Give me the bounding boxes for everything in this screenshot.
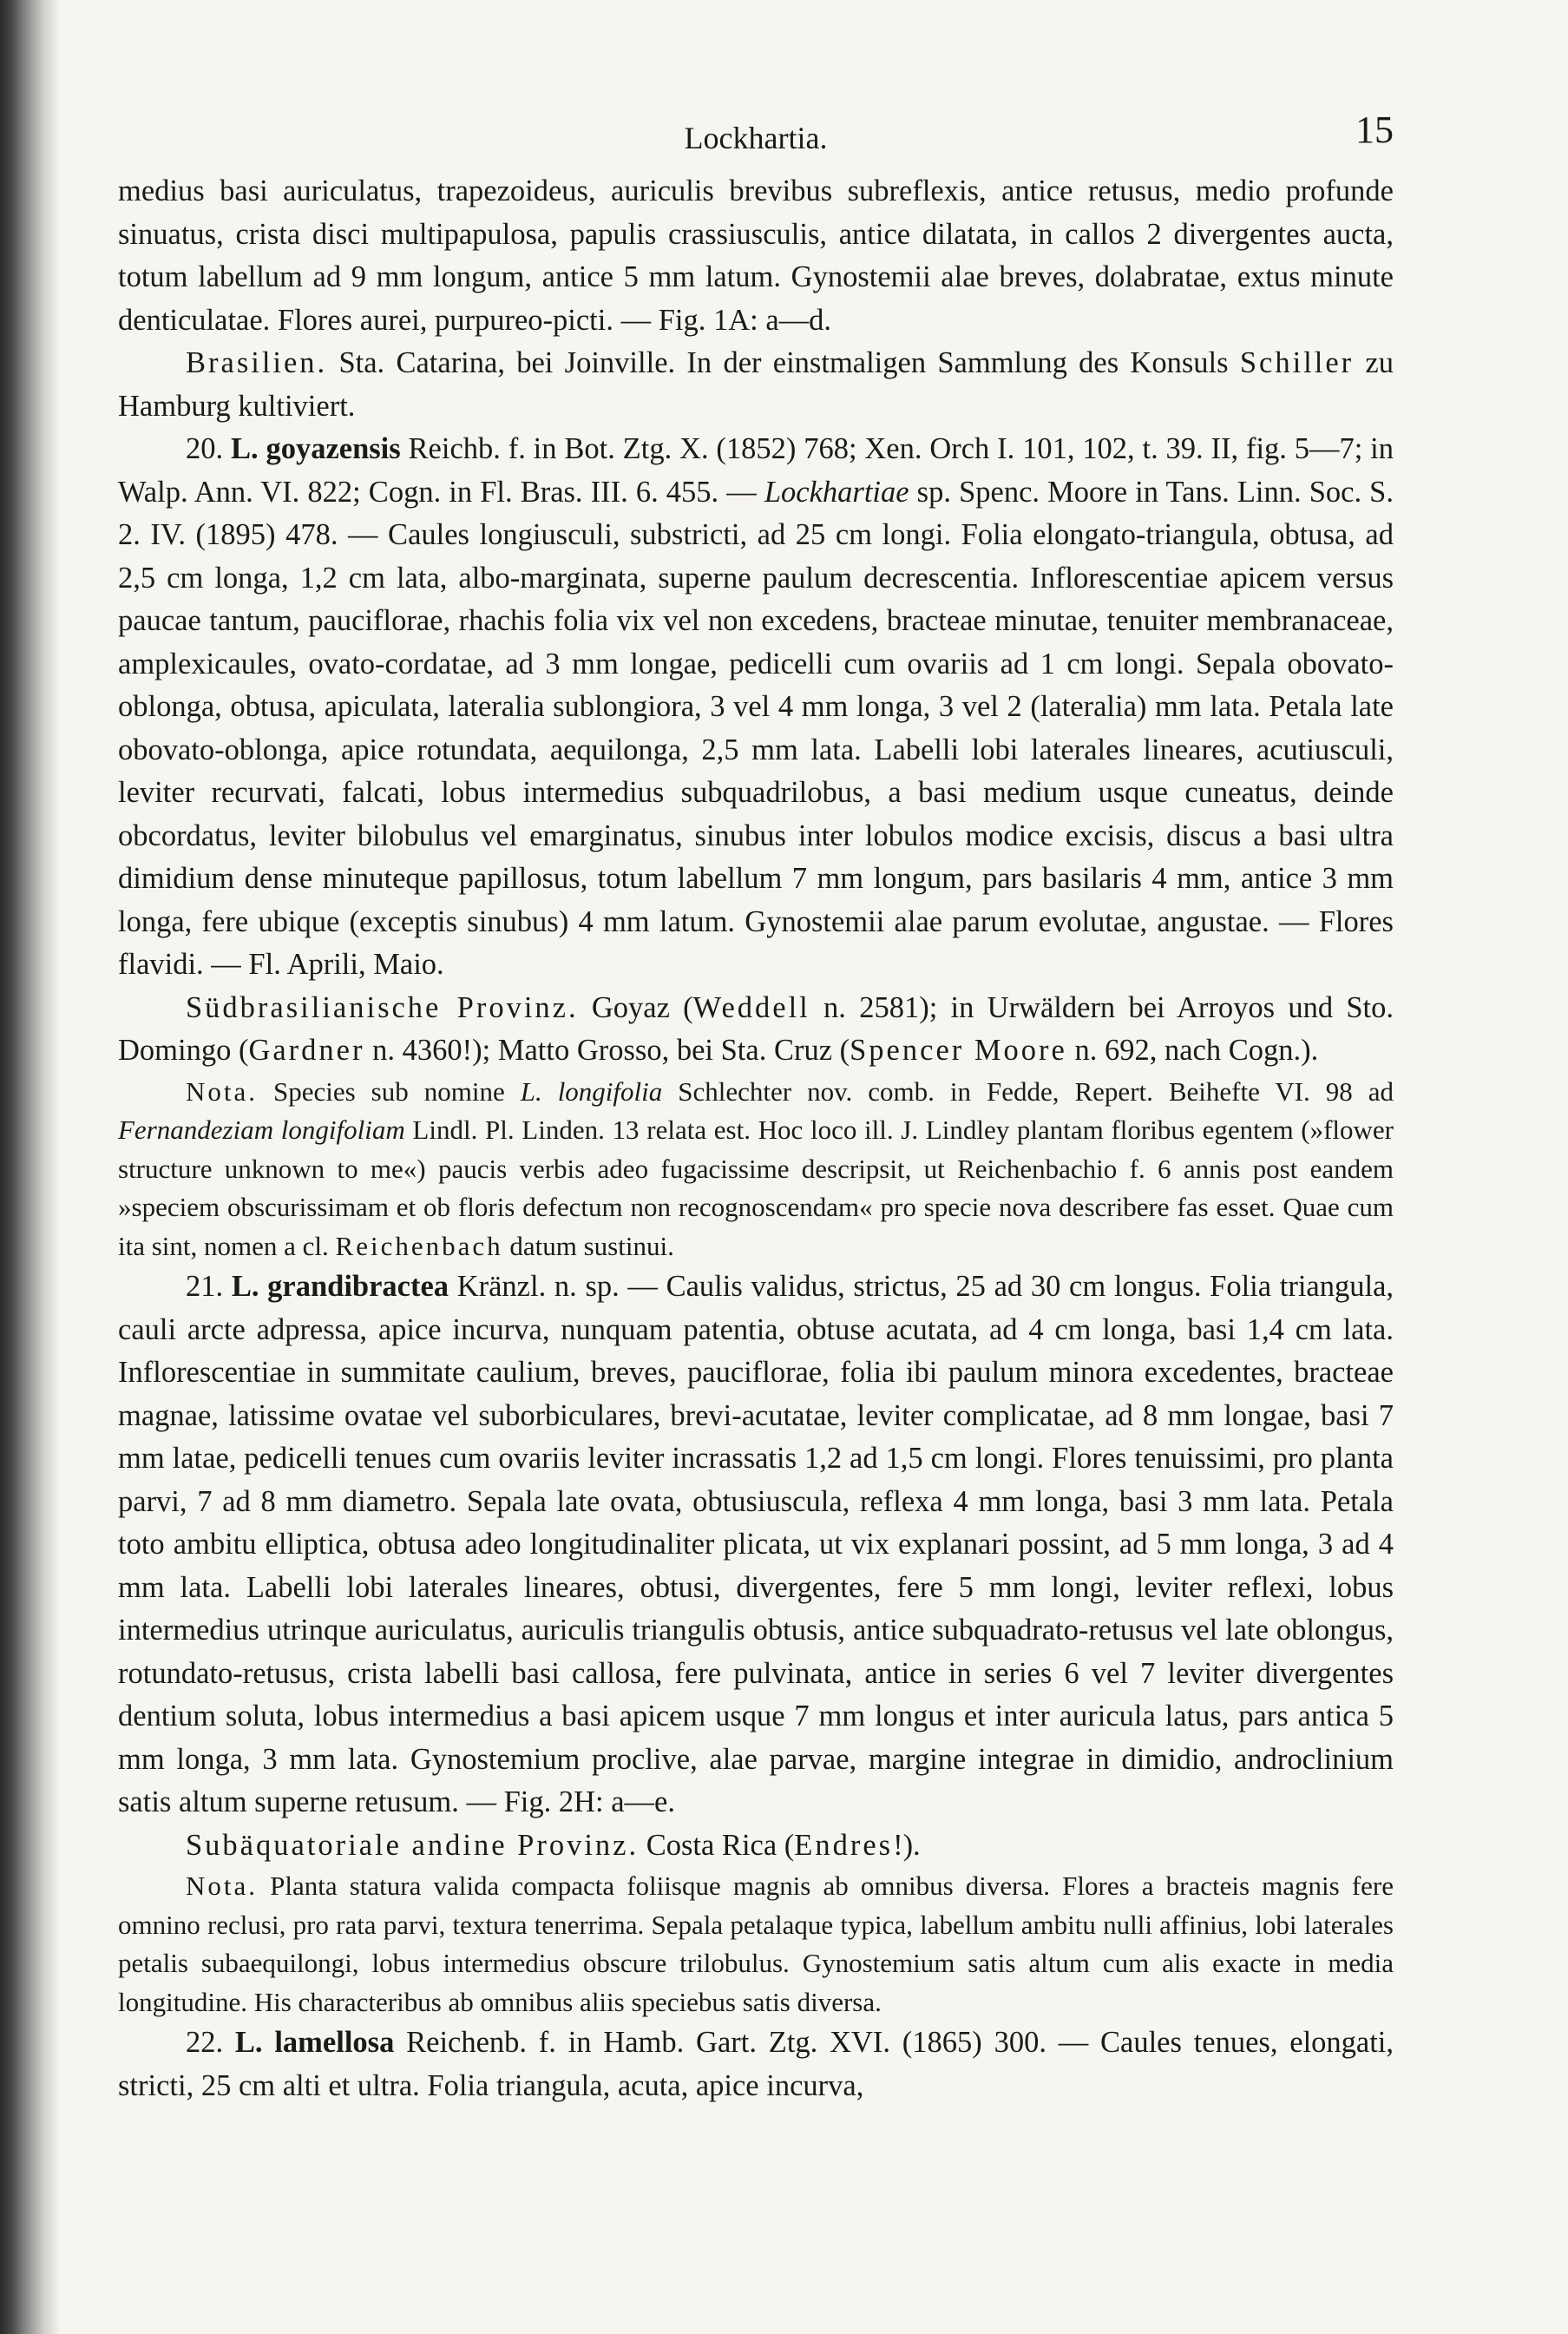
species-number: 22. bbox=[186, 2026, 224, 2059]
text-run: Schlechter nov. comb. in Fedde, Repert. Beihefte VI. 98 ad bbox=[662, 1075, 1394, 1107]
paragraph-description-continued bbox=[118, 170, 1394, 342]
note-label: Nota. bbox=[186, 1870, 259, 1901]
running-head bbox=[118, 102, 1394, 155]
note-20 bbox=[118, 1073, 1394, 1266]
body-text bbox=[118, 170, 1394, 2107]
text-run: n. 2581); in Urwäldern bei Arroyos und Sto. Domingo ( bbox=[118, 990, 1394, 1067]
species-number: 21. bbox=[186, 1270, 224, 1303]
species-name: L. lamellosa bbox=[234, 2026, 395, 2059]
text-run: datum sustinui. bbox=[502, 1230, 674, 1261]
paragraph-distribution-21 bbox=[118, 1824, 1394, 1868]
running-title: Lockhartia. bbox=[684, 121, 828, 155]
species-entry-22 bbox=[118, 2022, 1394, 2107]
region-name: Subäquatoriale andine Provinz. bbox=[186, 1828, 640, 1862]
text-run: Goyaz ( bbox=[578, 990, 693, 1024]
collector-name: Gardner bbox=[248, 1034, 365, 1067]
collector-name: Weddell bbox=[692, 990, 810, 1024]
text-run: Reichb. f. in Bot. Ztg. X. (1852) 768; Xen. Orch I. 101, 102, t. 39. II, fig. 5—7; in Walp. Ann. VI. 822; Cogn. in Fl. Bras. III. 6. 455. — bbox=[118, 432, 1394, 509]
synonym-name: Lockhartiae bbox=[764, 475, 909, 509]
text-run: Planta statura valida compacta foliisque magnis ab omnibus diversa. Flores a bracteis magnis fere omnino reclusi, pro rata parvi, textura tenerrima. Sepala petalaque typica, labellum ambitu nulli affinius, lobi laterales petalis subaequilongi, lobus intermedius obscure trilobulus. Gynostemium satis altum cum alis exacte in media longitudine. His characteribus ab omnibus aliis speciebus satis diversa. bbox=[118, 1870, 1394, 2017]
page bbox=[118, 102, 1394, 2324]
region-name: Südbrasilianische Provinz. bbox=[186, 990, 579, 1024]
taxon-name: Fernandeziam longifoliam bbox=[118, 1114, 405, 1145]
text-run: sp. Spenc. Moore in Tans. Linn. Soc. S. 2. IV. (1895) 478. — Caules longiusculi, substricti, ad 25 cm longi. Folia elongato-triangula, obtusa, ad 2,5 cm longa, 1,2 cm lata, albo-marginata, superne paulum decrescentia. Inflorescentiae apicem versus paucae tantum, pauciflorae, rhachis folia vix vel non excedens, bracteae minutae, tenuiter membranaceae, amplexicaules, ovato-cordatae, ad 3 mm longae, pedicelli cum ovariis ad 1 cm longi. Sepala obovato-oblonga, obtusa, apiculata, lateralia sublongiora, 3 vel 4 mm longa, 3 vel 2 (lateralia) mm lata. Petala late obovato-oblonga, apice rotundata, aequilonga, 2,5 mm lata. Labelli lobi laterales lineares, acutiusculi, leviter recurvati, falcati, lobus intermedius subquadrilobus, a basi medium usque cuneatus, deinde obcordatus, leviter bilobulus vel emarginatus, sinubus inter lobulos modice excisis, discus a basi ultra dimidium dense minuteque papillosus, totum labellum 7 mm longum, pars basilaris 4 mm, antice 3 mm longa, fere ubique (exceptis sinubus) 4 mm latum. Gynostemii alae parum evolutae, angustae. — Flores flavidi. — Fl. Aprili, Maio. bbox=[118, 475, 1394, 981]
book-spine-shadow bbox=[0, 0, 61, 2334]
note-label: Nota. bbox=[186, 1075, 259, 1107]
species-entry-21 bbox=[118, 1266, 1394, 1824]
text-run: Kränzl. n. sp. — Caulis validus, strictus, 25 ad 30 cm longus. Folia triangula, cauli arcte adpressa, apice incurva, nunquam patentia, obtuse acutata, ad 4 cm longa, basi 1,4 cm lata. Inflorescentiae in summitate caulium, breves, pauciflorae, folia ibi paulum minora excedentes, bracteae magnae, latissime ovatae vel suborbiculares, brevi-acutatae, leviter complicatae, ad 8 mm longae, basi 7 mm latae, pedicelli tenues cum ovariis leviter incrassatis 1,2 ad 1,5 cm longi. Flores tenuissimi, pro planta parvi, 7 ad 8 mm diametro. Sepala late ovata, obtusiuscula, reflexa 4 mm longa, basi 3 mm lata. Petala toto ambitu elliptica, obtusa adeo longitudinaliter plicata, ut vix explanari possint, ad 5 mm longa, 3 ad 4 mm lata. Labelli lobi laterales lineares, obtusi, divergentes, fere 5 mm longi, leviter reflexi, lobus intermedius utrinque auriculatus, auriculis triangulis obtusis, antice subquadrato-retusus vel late oblongus, rotundato-retusus, crista labelli basi callosa, fere pulvinata, antice in series 6 vel 7 leviter divergentes dentium soluta, lobus intermedius a basi apicem usque 7 mm longus et inter auricula latus, pars antica 5 mm longa, 3 mm lata. Gynostemium proclive, alae parvae, margine integrae in dimidio, androclinium satis altum superne retusum. — Fig. 2H: a—e. bbox=[118, 1270, 1394, 1818]
person-name: Schiller bbox=[1239, 346, 1355, 379]
page-number: 15 bbox=[1355, 108, 1394, 151]
paragraph-distribution-19 bbox=[118, 342, 1394, 428]
text-run: zu Hamburg kultiviert. bbox=[118, 346, 1394, 423]
species-entry-20 bbox=[118, 428, 1394, 987]
text-run: Reichenb. f. in Hamb. Gart. Ztg. XVI. (1865) 300. — Caules tenues, elongati, stricti, 25 cm alti et ultra. Folia triangula, acuta, apice incurva, bbox=[118, 2026, 1394, 2102]
text-run: Costa Rica ( bbox=[639, 1828, 795, 1862]
note-21 bbox=[118, 1867, 1394, 2022]
text-run: Lindl. Pl. Linden. 13 relata est. Hoc loco ill. J. Lindley plantam floribus egentem (»flower structure unknown to me«) paucis verbis adeo fugacissime descripsit, ut Reichenbachio f. 6 annis post eandem »speciem obscurissimam et ob floris defectum non recognoscendam« pro specie nova describere fas esset. Quae cum ita sint, nomen a cl. bbox=[118, 1114, 1394, 1261]
species-name: L. grandibractea bbox=[231, 1270, 449, 1303]
species-name: L. goyazensis bbox=[230, 432, 401, 465]
text-run: n. 692, nach Cogn.). bbox=[1066, 1034, 1319, 1067]
collector-name: Spencer Moore bbox=[850, 1034, 1067, 1067]
taxon-name: L. longifolia bbox=[520, 1075, 663, 1107]
paragraph-distribution-20 bbox=[118, 987, 1394, 1073]
species-number: 20. bbox=[186, 432, 224, 465]
text-run: !). bbox=[893, 1828, 921, 1862]
text-run: medius basi auriculatus, trapezoideus, auriculis brevibus subreflexis, antice retusus, medio profunde sinuatus, crista disci multipapulosa, papulis crassiusculis, antice dilatata, in callos 2 divergentes aucta, totum labellum ad 9 mm longum, antice 5 mm latum. Gynostemii alae breves, dolabratae, extus minute denticulatae. Flores aurei, purpureo-picti. — Fig. 1A: a—d. bbox=[118, 174, 1394, 337]
person-name: Reichenbach bbox=[335, 1230, 503, 1261]
text-run: Species sub nomine bbox=[258, 1075, 521, 1107]
text-run: Sta. Catarina, bei Joinville. In der einstmaligen Sammlung des Konsuls bbox=[327, 346, 1240, 379]
collector-name: Endres bbox=[794, 1828, 894, 1862]
text-run: n. 4360!); Matto Grosso, bei Sta. Cruz ( bbox=[364, 1034, 850, 1067]
region-name: Brasilien. bbox=[186, 346, 328, 379]
